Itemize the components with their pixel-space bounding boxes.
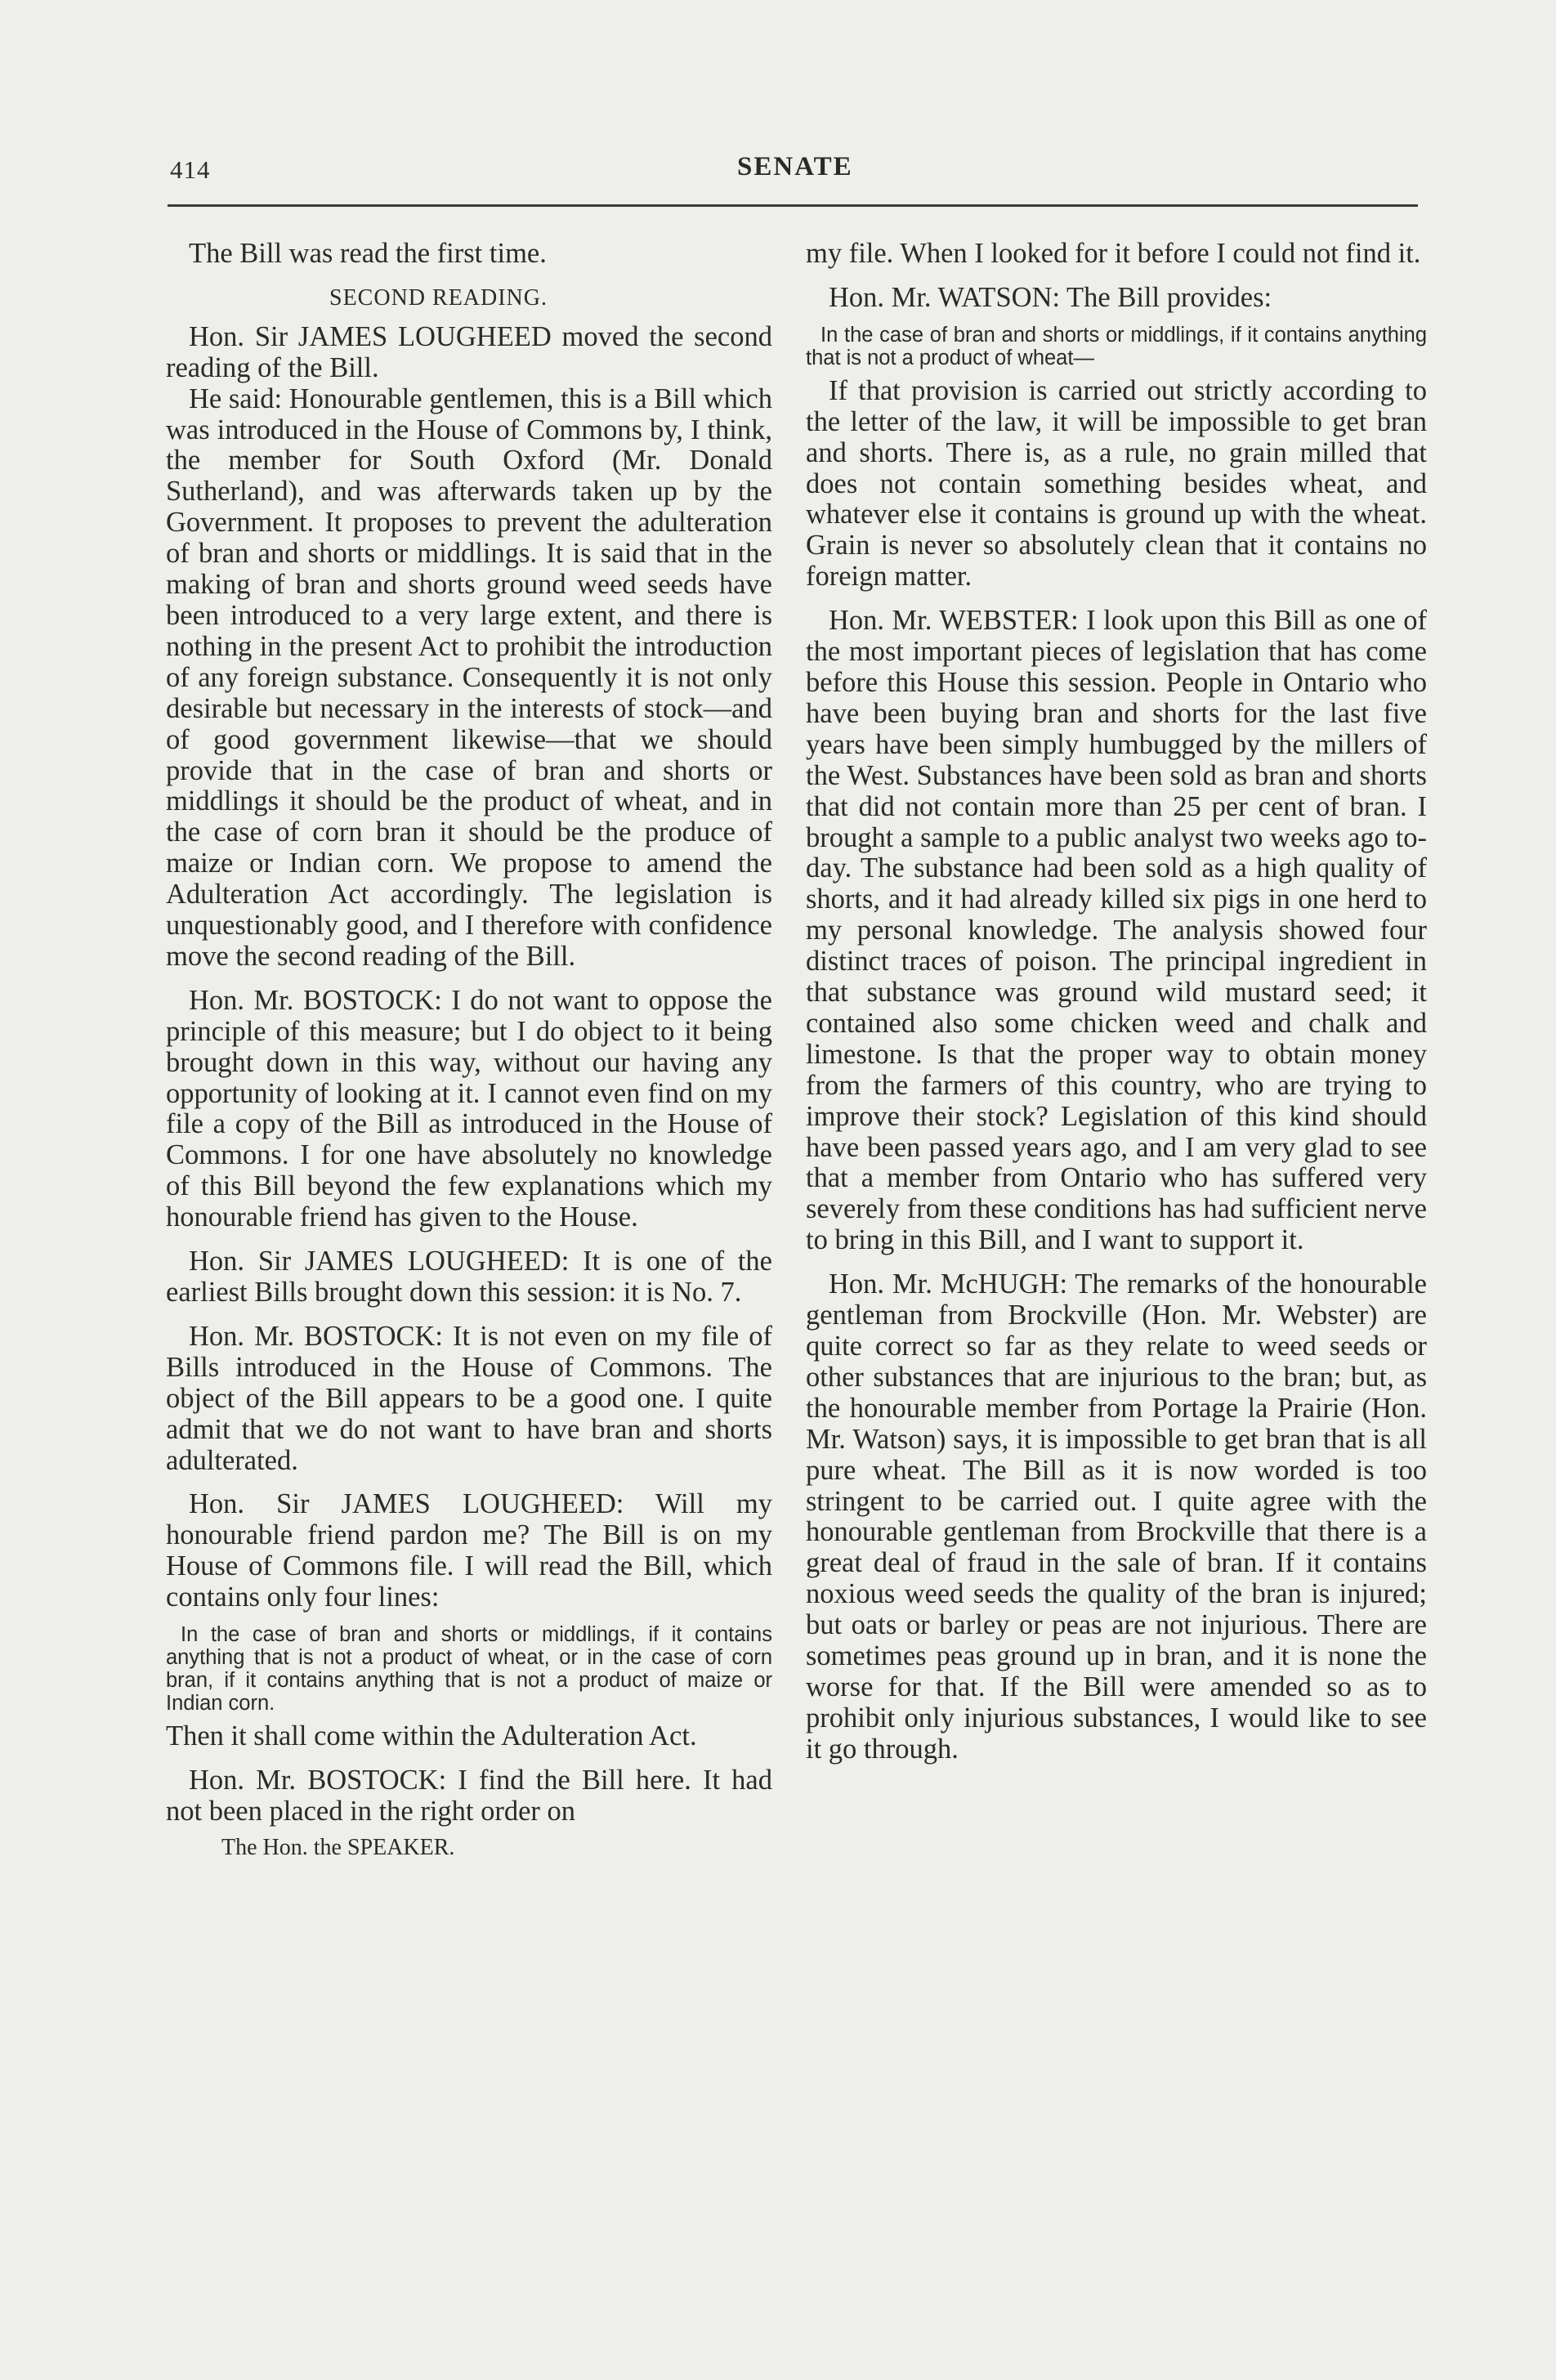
paragraph: Then it shall come within the Adulteration Act. bbox=[166, 1720, 697, 1752]
paragraph: Hon. Mr. McHUGH: The remarks of the honourable gentleman from Brockville (Hon. Mr. Webster) are quite correct so far as they relate to weed seeds or other substances that are injurious to the bran; but, as the honourable member from Portage la Prairie (Hon. Mr. Watson) says, it is impossible to get bran that is all pure wheat. The Bill as it is now worded is too stringent to be carried out. I quite agree with the honourable gentleman from Brockville that there is a great deal of fraud in the sale of bran. If it contains noxious weed seeds the quality of the bran is injured; but oats or barley or peas are not injurious. There are sometimes peas ground up in bran, and it is none the worse for that. If the Bill were amended so as to prohibit only injurious substances, I would like to see it go through. bbox=[806, 1268, 1427, 1765]
bill-quote: In the case of bran and shorts or middlings, if it contains anything that is not a product of wheat, or in the case of corn bran, if it contains anything that is not a product of maize or Indian corn. bbox=[166, 1623, 772, 1716]
paragraph: Hon. Sir JAMES LOUGHEED: Will my honourable friend pardon me? The Bill is on my House of Commons file. I will read the Bill, which contains only four lines: bbox=[166, 1488, 772, 1613]
paragraph: The Bill was read the first time. bbox=[189, 238, 547, 269]
page-number: 414 bbox=[170, 155, 211, 184]
footer-speaker: The Hon. the SPEAKER. bbox=[221, 1834, 455, 1860]
bill-quote: In the case of bran and shorts or middlings, if it contains anything that is not a product of wheat— bbox=[806, 323, 1427, 369]
running-head: SENATE bbox=[737, 152, 853, 181]
paragraph: my file. When I looked for it before I could not find it. bbox=[806, 238, 1421, 269]
right-column bbox=[806, 239, 1427, 1765]
paragraph: Hon. Mr. BOSTOCK: It is not even on my file of Bills introduced in the House of Commons. The object of the Bill appears to be a good one. I quite admit that we do not want to have bran and shorts adulterated. bbox=[166, 1320, 772, 1476]
paragraph: Hon. Mr. WATSON: The Bill provides: bbox=[829, 281, 1272, 313]
section-heading: SECOND READING. bbox=[329, 284, 548, 311]
paragraph: He said: Honourable gentlemen, this is a Bill which was introduced in the House of Commons by, I think, the member for South Oxford (Mr. Donald Sutherland), and was afterwards taken up by the Government. It proposes to prevent the adulteration of bran and shorts or middlings. It is said that in the making of bran and shorts ground weed seeds have been introduced to a very large extent, and there is nothing in the present Act to prohibit the introduction of any foreign substance. Consequently it is not only desirable but necessary in the interests of stock—and of good government likewise—that we should provide that in the case of bran and shorts or middlings it should be the product of wheat, and in the case of corn bran it should be the produce of maize or Indian corn. We propose to amend the Adulteration Act accordingly. The legislation is unquestionably good, and I therefore with confidence move the second reading of the Bill. bbox=[166, 382, 772, 972]
paragraph: If that provision is carried out strictly according to the letter of the law, it will be impossible to get bran and shorts. There is, as a rule, no grain milled that does not contain something besides wheat, and whatever else it contains is ground up with the wheat. Grain is never so absolutely clean that it contains no foreign matter. bbox=[806, 374, 1427, 593]
paragraph: Hon. Mr. BOSTOCK: I find the Bill here. It had not been placed in the right order on bbox=[166, 1764, 772, 1827]
paragraph: Hon. Mr. WEBSTER: I look upon this Bill as one of the most important pieces of legislation that has come before this House this session. People in Ontario who have been buying bran and shorts for the last five years have been simply humbugged by the millers of the West. Substances have been sold as bran and shorts that did not contain more than 25 per cent of bran. I brought a sample to a public analyst two weeks ago to-day. The substance had been sold as a high quality of shorts, and it had already killed six pigs in one herd to my personal knowledge. The analysis showed four distinct traces of poison. The principal ingredient in that substance was ground wild mustard seed; it contained also some chicken weed and chalk and limestone. Is that the proper way to obtain money from the farmers of this country, who are trying to improve their stock? Legislation of this kind should have been passed years ago, and I am very glad to see that a member from Ontario who has suffered very severely from these conditions has had sufficient nerve to bring in this Bill, and I want to support it. bbox=[806, 605, 1427, 1256]
header-rule bbox=[168, 204, 1418, 207]
left-column bbox=[166, 239, 772, 1863]
paragraph: Hon. Sir JAMES LOUGHEED: It is one of the earliest Bills brought down this session: it is No. 7. bbox=[166, 1246, 772, 1308]
paragraph: Hon. Sir JAMES LOUGHEED moved the second reading of the Bill. bbox=[166, 320, 772, 383]
paragraph: Hon. Mr. BOSTOCK: I do not want to oppose the principle of this measure; but I do object to it being brought down in this way, without our having any opportunity of looking at it. I cannot even find on my file a copy of the Bill as introduced in the House of Commons. I for one have absolutely no knowledge of this Bill beyond the few explanations which my honourable friend has given to the House. bbox=[166, 984, 772, 1233]
